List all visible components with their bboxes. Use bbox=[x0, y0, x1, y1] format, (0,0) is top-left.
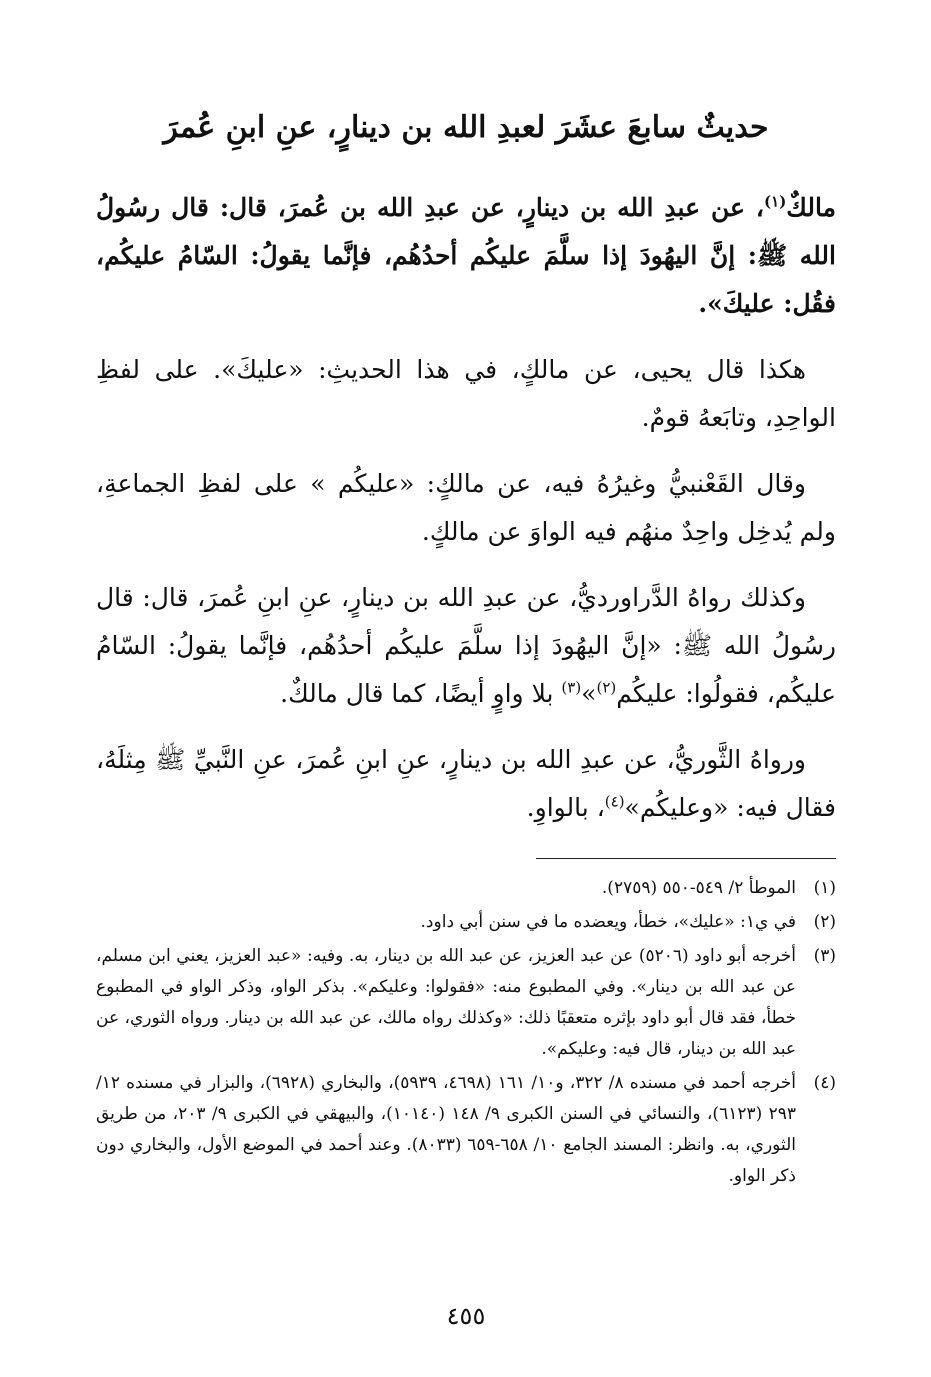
commentary-text: ورواهُ الثَّوريُّ، عن عبدِ الله بن دينارٍ، عنِ ابنِ عُمرَ، عنِ النَّبيِّ ﷺ مِثلَهُ، فقال فيه: «وعليكُم» bbox=[96, 745, 836, 822]
commentary-text: هكذا قال يحيى، عن مالكٍ، في هذا الحديثِ: «عليكَ». على لفظِ الواحِدِ، وتابَعهُ قومٌ. bbox=[96, 355, 836, 432]
commentary-text: وقال القَعْنبيُّ وغيرُهُ فيه، عن مالكٍ: «عليكُم » على لفظِ الجماعةِ، ولم يُدخِل واحِدٌ منهُم فيه الواوَ عن مالكٍ. bbox=[96, 469, 836, 546]
hadith-body: ، عن عبدِ الله بن دينارٍ، عن عبدِ الله بن عُمرَ، قال: قال رسُولُ الله ﷺ: إنَّ اليهُودَ إذا سلَّمَ عليكُم أحدُهُم، فإنَّما يقولُ: السّامُ عليكُم، فقُل: عليكَ». bbox=[96, 193, 836, 318]
footnote-number: (١) bbox=[813, 878, 836, 898]
commentary-paragraph-1 bbox=[96, 346, 836, 442]
hadith-title: حديثٌ سابعَ عشَرَ لعبدِ الله بن دينارٍ، عنِ ابنِ عُمرَ bbox=[163, 110, 769, 145]
hadith-text bbox=[96, 184, 836, 328]
commentary-paragraph-2 bbox=[96, 460, 836, 556]
commentary-text-end: بلا واوٍ أيضًا، كما قال مالكٌ. bbox=[280, 679, 562, 708]
narrator-name: مالكٌ bbox=[786, 193, 836, 222]
book-page bbox=[96, 96, 836, 1346]
footnote-ref-4: (٤) bbox=[604, 792, 625, 811]
footnote-number: (٣) bbox=[813, 946, 836, 966]
footnote-divider bbox=[536, 858, 836, 859]
commentary-text-end: ، بالواوِ. bbox=[526, 793, 605, 822]
commentary-paragraph-3 bbox=[96, 574, 836, 718]
footnote-text: أخرجه أحمد في مسنده ٨/ ٣٢٢، و١٠/ ١٦١ (٤٦٩٨، ٥٩٣٩)، والبخاري (٦٩٢٨)، والبزار في مسنده ١٢/ ٢٩٣ (٦١٢٣)، والنسائي في السنن الكبرى ٩/ ١٤٨ (١٠١٤٠)، والبيهقي في الكبرى ٩/ ٢٠٣، من طريق الثوري، به. وانظر: المسند الجامع ١٠/ ٦٥٨-٦٥٩ (٨٠٣٣). وعند أحمد في الموضع الأول، والبخاري دون ذكر الواو. bbox=[96, 1073, 797, 1186]
footnote-text: في ي١: «عليك»، خطأ، ويعضده ما في سنن أبي داود. bbox=[420, 912, 796, 932]
footnote-number: (٤) bbox=[813, 1073, 836, 1093]
commentary-paragraph-4 bbox=[96, 736, 836, 832]
footnote-item bbox=[96, 907, 836, 938]
footnote-ref-1: (١) bbox=[764, 192, 787, 211]
footnote-text: أخرجه أبو داود (٥٢٠٦) عن عبد العزيز، عن عبد الله بن دينار، به. وفيه: «عبد العزيز، يعني ابن مسلم، عن عبد الله بن دينار». وفي المطبوع منه: «فقولوا: وعليكم». بذكر الواو، وذكر الواو في المطبوع خطأ، فقد قال أبو داود بإثره متعقبًا ذلك: «وكذلك رواه مالك، عن عبد الله بن دينار. ورواه الثوري، عن عبد الله بن دينار، قال فيه: وعليكم». bbox=[96, 946, 796, 1059]
footnote-ref-3: (٣) bbox=[561, 678, 582, 697]
footnote-ref-2: (٢) bbox=[596, 678, 617, 697]
footnote-item bbox=[96, 873, 836, 904]
footnote-item bbox=[96, 941, 836, 1065]
footnote-text: الموطأ ٢/ ٥٤٩-٥٥٠ (٢٧٥٩). bbox=[601, 878, 796, 898]
commentary-text: وكذلك رواهُ الدَّراورديُّ، عن عبدِ الله بن دينارٍ، عنِ ابنِ عُمرَ، قال: قال رسُولُ الله ﷺ: «إنَّ اليهُودَ إذا سلَّمَ عليكُم أحدُهُم، فإنَّما يقولُ: السّامُ عليكُم، فقولُوا: عليكُم bbox=[96, 583, 836, 708]
footnote-number: (٢) bbox=[813, 912, 836, 932]
page-number: ٤٥٥ bbox=[446, 1302, 486, 1330]
footnote-item bbox=[96, 1068, 836, 1192]
quote-close: » bbox=[581, 679, 597, 708]
footnotes-section bbox=[96, 873, 836, 1192]
